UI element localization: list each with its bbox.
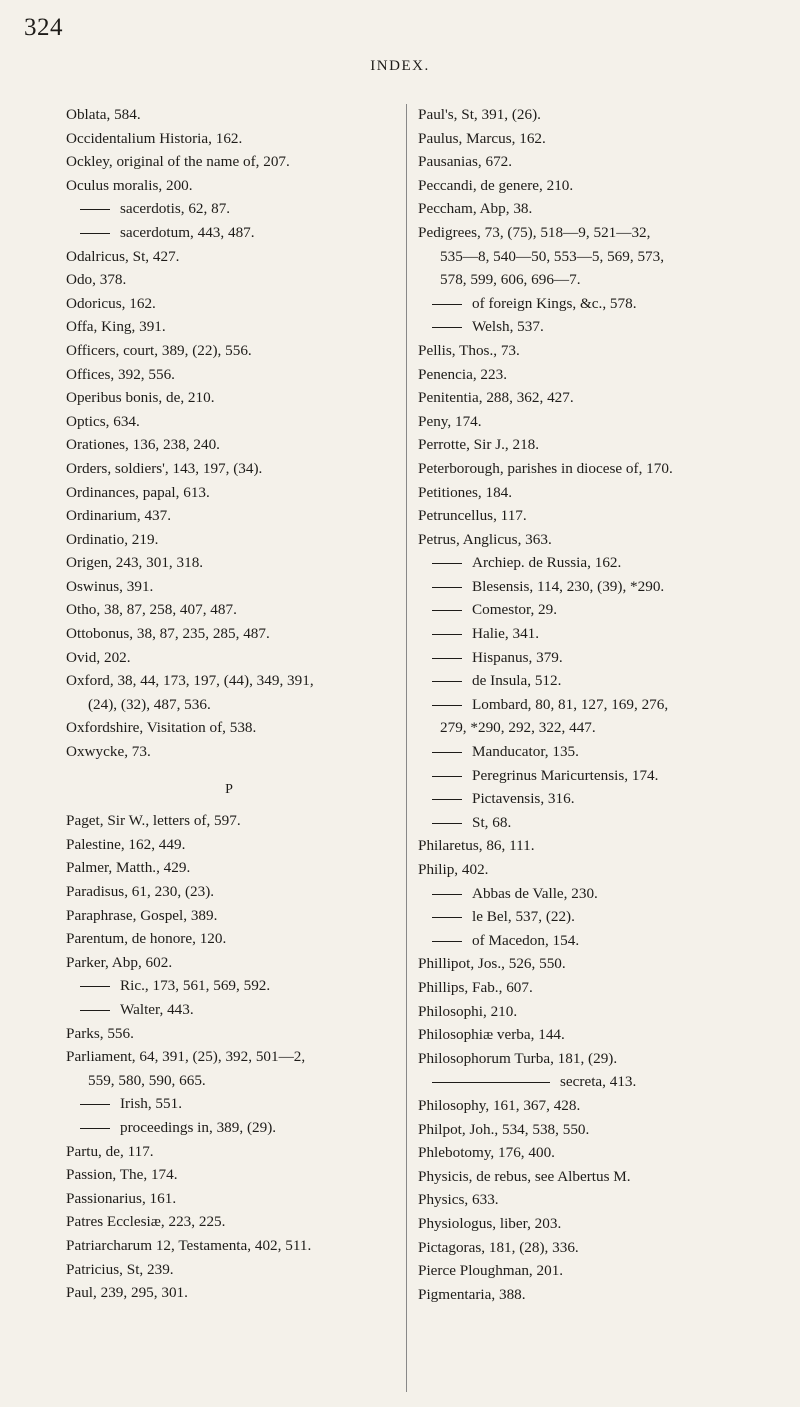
index-entry [66,1092,392,1116]
index-entry-text: Philaretus, 86, 111. [418,837,535,855]
index-entry [418,1259,758,1283]
index-entry-text: Pierce Ploughman, 201. [418,1262,564,1280]
index-entry-text: le Bel, 537, (22). [472,908,575,926]
index-entry [418,504,758,528]
index-entry-text: Archiep. de Russia, 162. [472,554,622,572]
index-entry-text: Philosophiæ verba, 144. [418,1026,565,1044]
index-entry [66,127,392,151]
index-entry-text: Blesensis, 114, 230, (39), *290. [472,577,665,595]
index-entry [418,905,758,929]
index-entry [66,1069,392,1093]
index-entry [418,834,758,858]
index-entry [418,740,758,764]
index-entry [66,410,392,434]
index-entry [66,1045,392,1069]
index-entry [66,1281,392,1305]
index-entry [66,268,392,292]
index-entry [418,1094,758,1118]
ditto-dash [80,233,110,234]
index-entry-text: sacerdotum, 443, 487. [120,223,255,241]
index-entry [418,1141,758,1165]
index-entry-text: Orders, soldiers', 143, 197, (34). [66,459,263,477]
ditto-dash [432,658,462,659]
ditto-dash [432,823,462,824]
index-entry [66,315,392,339]
ditto-dash [432,587,462,588]
index-entry [418,952,758,976]
index-entry [66,622,392,646]
index-entry-text: of foreign Kings, &c., 578. [472,294,637,312]
index-entry-text: Phlebotomy, 176, 400. [418,1144,555,1162]
index-entry-text: Optics, 634. [66,412,140,430]
index-entry [66,245,392,269]
index-entry [418,1000,758,1024]
index-entry [66,481,392,505]
index-entry-text: Officers, court, 389, (22), 556. [66,341,252,359]
index-entry-text: Occidentalium Historia, 162. [66,129,243,147]
index-entry [66,504,392,528]
section-letter [66,764,392,810]
index-entry-text: Ordinarium, 437. [66,507,172,525]
running-head: INDEX. [370,58,430,74]
index-entry-text: Phillips, Fab., 607. [418,978,533,996]
index-entry [66,433,392,457]
index-entry [418,1283,758,1307]
index-entry-text: Ordinances, papal, 613. [66,483,210,501]
ditto-dash [432,894,462,895]
index-entry [66,1163,392,1187]
index-entry-text: Passionarius, 161. [66,1189,177,1207]
index-entry [418,811,758,835]
index-entry [66,457,392,481]
index-entry [418,268,758,292]
index-entry-text: (24), (32), 487, 536. [88,695,211,713]
index-entry [418,1070,758,1094]
index-entry [66,716,392,740]
index-entry [418,764,758,788]
index-entry [418,410,758,434]
index-entry-text: Physiologus, liber, 203. [418,1214,562,1232]
index-entry [418,646,758,670]
index-entry [66,174,392,198]
index-entry [418,457,758,481]
index-entry-text: Philip, 402. [418,861,489,878]
index-entry [418,433,758,457]
index-entry-text: Palestine, 162, 449. [66,835,186,853]
index-entry-text: Welsh, 537. [472,318,544,336]
index-entry [418,315,758,339]
index-entry [418,551,758,575]
index-entry-text: Penencia, 223. [418,365,507,383]
index-entry-text: Palmer, Matth., 429. [66,859,191,877]
index-entry-text: Pausanias, 672. [418,153,513,171]
index-entry-text: Phillipot, Jos., 526, 550. [418,955,566,973]
index-entry-text: Odo, 378. [66,271,127,289]
index-entry [66,1234,392,1258]
index-entry-text: of Macedon, 154. [472,931,580,949]
index-entry-text: P [225,781,233,797]
index-column-right [418,103,758,1306]
index-entry-text: Pedigrees, 73, (75), 518—9, 521—32, [418,223,651,241]
index-entry [66,833,392,857]
index-entry-text: Paul, 239, 295, 301. [66,1284,188,1302]
index-entry-text: St, 68. [472,813,512,831]
index-entry [418,127,758,151]
index-entry [66,927,392,951]
ditto-dash [432,1082,550,1083]
index-entry [418,386,758,410]
index-entry [66,339,392,363]
index-entry-text: de Insula, 512. [472,672,562,690]
index-entry-text: Physics, 633. [418,1191,499,1209]
index-entry-text: Walter, 443. [120,1000,194,1018]
index-entry [66,1116,392,1140]
index-entry-text: sacerdotis, 62, 87. [120,200,231,218]
index-entry-text: Ovid, 202. [66,648,131,666]
index-entry [66,904,392,928]
index-entry [66,1210,392,1234]
index-entry [66,1187,392,1211]
index-entry-text: Ordinatio, 219. [66,530,159,548]
index-entry-text: Patres Ecclesiæ, 223, 225. [66,1213,226,1231]
index-entry [418,1188,758,1212]
index-entry-text: Philpot, Joh., 534, 538, 550. [418,1120,590,1138]
index-entry [66,598,392,622]
index-entry [418,1047,758,1071]
ditto-dash [432,304,462,305]
index-entry [418,622,758,646]
index-entry [66,880,392,904]
index-entry-text: proceedings in, 389, (29). [120,1118,277,1136]
ditto-dash [432,705,462,706]
index-entry-text: Pigmentaria, 388. [418,1285,526,1303]
index-entry [66,1022,392,1046]
index-entry [66,551,392,575]
index-entry [66,197,392,221]
index-entry [66,974,392,998]
index-entry-text: Origen, 243, 301, 318. [66,554,204,572]
index-entry-text: Oculus moralis, 200. [66,176,193,194]
index-entry [66,693,392,717]
index-entry [418,103,758,127]
index-entry [66,363,392,387]
index-entry [66,1140,392,1164]
index-entry-text: Paulus, Marcus, 162. [418,129,546,147]
index-entry-text: Lombard, 80, 81, 127, 169, 276, [472,695,669,713]
index-entry-text: Peterborough, parishes in diocese of, 170. [418,459,673,477]
ditto-dash [432,799,462,800]
index-entry-text: Peccandi, de genere, 210. [418,176,574,194]
index-entry [418,339,758,363]
index-entry-text: Peregrinus Maricurtensis, 174. [472,766,659,784]
index-entry [418,858,758,882]
index-entry-text: Manducator, 135. [472,743,579,761]
index-entry [66,150,392,174]
ditto-dash [432,752,462,753]
ditto-dash [80,209,110,210]
index-entry-text: Oxwycke, 73. [66,743,151,761]
index-entry [66,646,392,670]
ditto-dash [80,1010,110,1011]
index-entry [66,740,392,764]
index-entry [418,929,758,953]
index-entry-text: 535—8, 540—50, 553—5, 569, 573, [440,247,665,265]
ditto-dash [80,1104,110,1105]
index-entry [66,575,392,599]
index-entry-text: Patriarcharum 12, Testamenta, 402, 511. [66,1236,312,1254]
index-entry-text: Philosophi, 210. [418,1002,518,1020]
ditto-dash [432,327,462,328]
index-entry [418,787,758,811]
index-entry [66,809,392,833]
index-entry-text: Halie, 341. [472,625,540,643]
index-entry-text: Ottobonus, 38, 87, 235, 285, 487. [66,625,270,643]
index-entry [418,1212,758,1236]
index-entry-text: Oblata, 584. [66,106,141,123]
ditto-dash [432,634,462,635]
index-entry [418,1118,758,1142]
ditto-dash [432,563,462,564]
index-column-left [66,103,392,1305]
index-entry-text: Orationes, 136, 238, 240. [66,436,220,454]
index-entry [418,481,758,505]
index-entry [418,882,758,906]
index-entry [66,669,392,693]
index-entry [66,103,392,127]
index-entry [66,528,392,552]
index-entry-text: Patricius, St, 239. [66,1260,174,1278]
index-entry-text: Parliament, 64, 391, (25), 392, 501—2, [66,1048,306,1066]
index-entry-text: Parker, Abp, 602. [66,953,173,971]
index-entry-text: Philosophorum Turba, 181, (29). [418,1049,618,1067]
index-entry-text: Petrus, Anglicus, 363. [418,530,552,548]
index-entry [418,716,758,740]
index-entry-text: Peccham, Abp, 38. [418,200,533,218]
index-entry-text: Pictavensis, 316. [472,790,575,808]
index-entry-text: Petitiones, 184. [418,483,513,501]
index-entry [418,292,758,316]
index-entry [66,856,392,880]
index-entry-text: Perrotte, Sir J., 218. [418,436,540,454]
index-entry [66,386,392,410]
index-entry [418,197,758,221]
index-entry [66,221,392,245]
column-divider [406,104,407,1392]
ditto-dash [80,986,110,987]
index-entry-text: Irish, 551. [120,1095,183,1113]
index-entry [418,1023,758,1047]
index-entry-text: Ockley, original of the name of, 207. [66,153,290,171]
index-entry [66,951,392,975]
index-entry-text: Ric., 173, 561, 569, 592. [120,977,271,995]
index-entry [418,1236,758,1260]
ditto-dash [432,917,462,918]
index-entry [418,693,758,717]
index-entry-text: Oswinus, 391. [66,577,154,595]
index-entry-text: Comestor, 29. [472,601,558,619]
ditto-dash [80,1128,110,1129]
index-entry-text: Abbas de Valle, 230. [472,884,598,902]
index-entry-text: secreta, 413. [560,1073,637,1091]
index-entry [418,976,758,1000]
index-entry-text: Petruncellus, 117. [418,507,527,525]
index-entry-text: Odoricus, 162. [66,294,156,312]
index-entry-text: 279, *290, 292, 322, 447. [440,719,596,737]
index-entry [418,245,758,269]
ditto-dash [432,941,462,942]
index-entry [418,575,758,599]
index-entry-text: Oxford, 38, 44, 173, 197, (44), 349, 391, [66,672,314,690]
index-entry-text: Hispanus, 379. [472,648,563,666]
ditto-dash [432,681,462,682]
index-entry-text: Offices, 392, 556. [66,365,175,383]
index-entry-text: Pictagoras, 181, (28), 336. [418,1238,579,1256]
index-entry-text: Partu, de, 117. [66,1142,154,1160]
index-entry-text: Philosophy, 161, 367, 428. [418,1096,581,1114]
index-entry-text: Paradisus, 61, 230, (23). [66,883,215,900]
index-entry [66,292,392,316]
index-entry-text: Oxfordshire, Visitation of, 538. [66,719,257,737]
index-entry-text: Parks, 556. [66,1024,134,1042]
index-entry [418,598,758,622]
index-entry-text: Penitentia, 288, 362, 427. [418,389,574,407]
index-entry [66,1258,392,1282]
index-entry-text: Otho, 38, 87, 258, 407, 487. [66,601,237,619]
index-entry-text: Physicis, de rebus, see Albertus M. [418,1167,631,1185]
index-entry-text: Offa, King, 391. [66,318,166,336]
index-entry-text: Peny, 174. [418,412,482,430]
index-entry-text: Odalricus, St, 427. [66,247,180,265]
index-entry-text: Paget, Sir W., letters of, 597. [66,812,241,830]
index-entry [418,363,758,387]
index-entry-text: 559, 580, 590, 665. [88,1071,206,1089]
ditto-dash [432,776,462,777]
index-entry [418,1165,758,1189]
index-entry-text: 578, 599, 606, 696—7. [440,271,581,289]
index-entry-text: Parentum, de honore, 120. [66,930,227,948]
index-entry [418,150,758,174]
ditto-dash [432,610,462,611]
index-entry-text: Operibus bonis, de, 210. [66,389,215,407]
index-entry [418,221,758,245]
index-entry-text: Paul's, St, 391, (26). [418,106,541,123]
index-entry [66,998,392,1022]
index-entry-text: Paraphrase, Gospel, 389. [66,906,218,924]
index-entry [418,528,758,552]
index-entry-text: Passion, The, 174. [66,1166,178,1184]
index-entry-text: Pellis, Thos., 73. [418,341,520,359]
index-entry [418,174,758,198]
index-entry [418,669,758,693]
page-number: 324 [24,14,63,41]
